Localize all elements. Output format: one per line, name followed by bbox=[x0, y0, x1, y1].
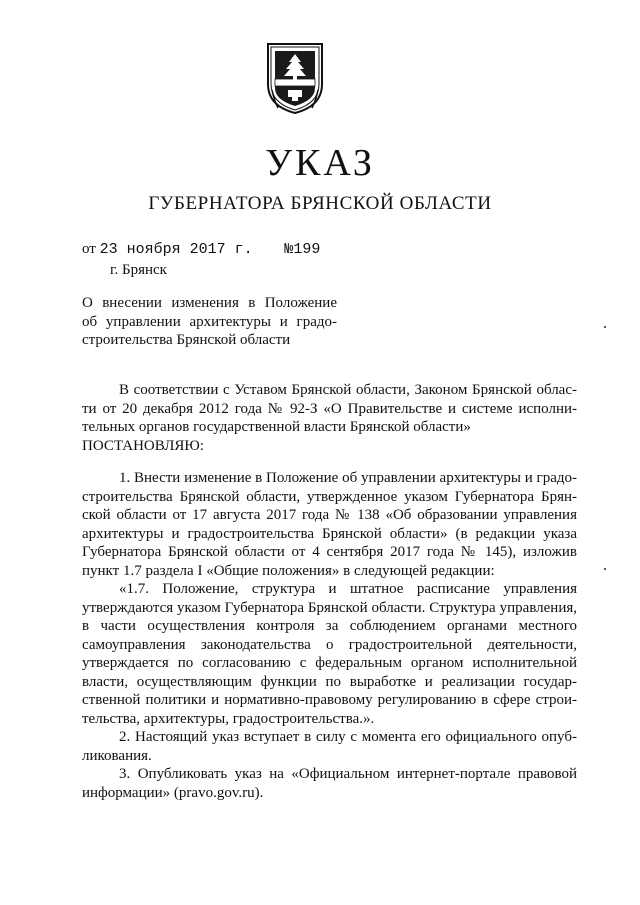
city: г. Брянск bbox=[110, 262, 167, 278]
bryansk-coat-of-arms-icon bbox=[264, 40, 326, 116]
quote-line: «1.7. Положение, структура и штатное расписание управления bbox=[119, 581, 577, 597]
quote-line: тельства, архитектуры, градостроительства.». bbox=[82, 710, 375, 727]
quote-line: власти, осуществляющим функции по выработке и реализации государ- bbox=[82, 673, 577, 690]
scan-speck bbox=[604, 568, 606, 570]
item-2-line: ликования. bbox=[82, 747, 152, 764]
subject-line: об управлении архитектуры и градо- bbox=[82, 313, 337, 330]
date-prefix: от bbox=[82, 241, 96, 257]
date-line bbox=[82, 239, 320, 260]
quote-line: в части осуществления контроля за соблюдением органами местного bbox=[82, 618, 577, 634]
subject-line: О внесении изменения в Положение bbox=[82, 295, 337, 311]
item-3-line: 3. Опубликовать указ на «Официальном интернет-портале правовой bbox=[119, 766, 577, 782]
decree-date: 23 ноября 2017 г. bbox=[99, 241, 253, 258]
decree-number: №199 bbox=[284, 241, 321, 258]
decree-subject bbox=[82, 294, 337, 350]
item-1-line: 1. Внести изменение в Положение об управлении архитектуры и градо- bbox=[119, 470, 577, 486]
subject-line: строительства Брянской области bbox=[82, 332, 291, 348]
item-1-line: ской области от 17 августа 2017 года № 138 «Об образовании управления bbox=[82, 507, 577, 523]
item-1-line: строительства Брянской области, утвержденное указом Губернатора Брян- bbox=[82, 488, 577, 505]
item-1-line: пункт 1.7 раздела I «Общие положения» в следующей редакции: bbox=[82, 562, 495, 579]
quote-line: утверждаются указом Губернатора Брянской области. Структура управления, bbox=[82, 599, 577, 616]
scan-speck bbox=[604, 326, 606, 328]
preamble-line: В соответствии с Уставом Брянской области, Законом Брянской облас- bbox=[119, 382, 577, 398]
document-subtitle: ГУБЕРНАТОРА БРЯНСКОЙ ОБЛАСТИ bbox=[148, 193, 492, 214]
preamble-line: ти от 20 декабря 2012 года № 92-З «О Правительстве и системе исполни- bbox=[82, 400, 577, 417]
quote-line: утверждается по согласованию с федеральным органом исполнительной bbox=[82, 655, 577, 671]
document-title: УКАЗ bbox=[265, 142, 375, 184]
item-3-line: информации» (pravo.gov.ru). bbox=[82, 784, 264, 801]
item-2-line: 2. Настоящий указ вступает в силу с момента его официального опуб- bbox=[119, 729, 577, 745]
item-1-line: Губернатора Брянской области от 4 сентября 2017 года № 145), изложив bbox=[82, 544, 577, 560]
quote-line: самоуправления законодательства о градостроительной деятельности, bbox=[82, 636, 577, 653]
preamble-line: тельных органов государственной власти Брянской области» bbox=[82, 419, 471, 435]
quote-line: ственной политики и нормативно-правовому регулированию в сфере строи- bbox=[82, 692, 577, 708]
preamble-line: ПОСТАНОВЛЯЮ: bbox=[82, 437, 204, 454]
item-1-line: архитектуры и градостроительства Брянской области» (в редакции указа bbox=[82, 525, 577, 542]
decree-body bbox=[82, 381, 577, 802]
